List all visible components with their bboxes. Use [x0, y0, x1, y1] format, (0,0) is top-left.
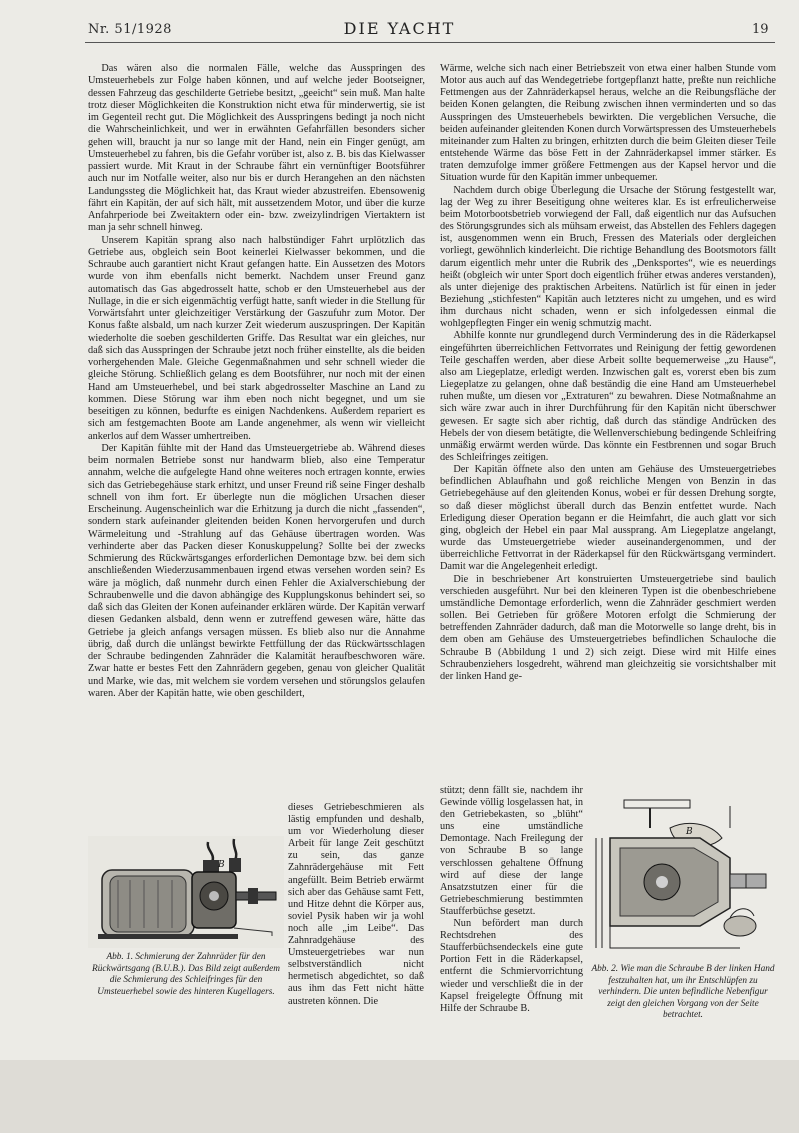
right-column-text [440, 63, 776, 683]
paragraph: Wärme, welche sich nach einer Betriebszeit von etwa einer halben Stunde vom Motor aus auch auf das Wendegetriebe fortgepflanzt hatte, preßte nun reichliche Fettmengen aus der Zahnräderkapsel heraus, welche an die Reibungsfläche der beiden Konen gelangten, die Reibung zwischen ihnen verminderten und so das Ausspringen des Umsteuerhebels bewirkten. Die vergeblichen Versuche, die beiden aufeinander gleitenden Konen durch Vorwärtspressen des Umsteuerhebels miteinander zum Halten zu bringen, erhitzten durch die beim Gleiten dieser Teile entstehende Wärme das böse Fett in der Zahnräderkapsel immer stärker. Es traten demzufolge immer größere Fettmengen aus der Kapsel hervor und die Situation wurde für den Kapitän immer unbequemer. [440, 63, 776, 184]
figure-2-label-b: B [686, 827, 693, 837]
figure-1-label-b: B [218, 860, 225, 870]
page-bottom-margin [0, 1060, 799, 1133]
right-wrap-text [440, 785, 583, 1015]
page-number: 19 [752, 22, 769, 37]
paragraph: Nachdem durch obige Überlegung die Ursache der Störung festgestellt war, lag der Weg zu ihrer Beseitigung ohne weiteres klar. Es ist erfreulicherweise beim Motorbootsbetrieb vorwiegend der Fall, daß eigentlich nur das Aufsuchen des Störungsgrundes sich als mühsam erweist, das Abstellen des Fehlers dagegen ist, ausgenommen wenn ein Bruch, Fressen des Materials oder dergleichen vorliegt, gewöhnlich kinderleicht. Die richtige Behandlung des Bootsmotors fällt darum eigentlich mehr unter die Rubrik des „Denksportes“, wie es neuerdings heißt (obgleich wir unter Sport doch eigentlich früher etwas anderes verstanden), als unter diejenige des praktischen Arbeitens. Natürlich ist für einen in jeder Beziehung „stichfesten“ Kapitän auch letzteres nicht zu umgehen, und es wird ihm durchaus nicht schaden, wenn er sich infolgedessen einmal die wohlgepflegten Finger ein wenig schmutzig macht. [440, 184, 776, 330]
figure-1-gear-lubrication [88, 836, 284, 948]
paragraph: Der Kapitän fühlte mit der Hand das Umsteuergetriebe ab. Während dieses beim normalen Betriebe sonst nur handwarm blieb, also eine Temperatur annahm, welche die aufgelegte Hand ohne weiteres noch ertragen konnte, erwies sich das Getriebegehäuse stark erhitzt, und unser Freund riß seine Finger deshalb schnell von ihm fort. Er überlegte nun die möglichen Ursachen dieser Erscheinung. Augenscheinlich war die Erhitzung ja durch die nicht „fassenden“, sondern stark aufeinander gleitenden beiden Konen hervorgerufen und durch Wärmeleitung und -Strahlung auf das Gehäuse übertragen worden. Was verhinderte aber das Packen dieser Konuskuppelung? Sollte bei der zwecks Schmierung des Rückwärtsganges erforderlichen Demontage bzw. bei dem sich anschließenden Wiederzusammenbauen irgend etwas versehen worden sein? Es wäre ja möglich, daß nunmehr durch einen Fehler die Axialverschiebung der Schraubenwelle und die davon abhängige des Kupplungskonus behindert sei, so daß sich das Gleiten der Konen aufeinander erklären würde. Der Kapitän verwarf diesen Gedanken alsbald, denn wenn er zutreffend gewesen wäre, hätte das Getriebe ja gleich anfangs versagen müssen. Es blieb also nur die Annahme übrig, daß durch die unlängst bewirkte Fettfüllung der das Rückwärtsschlagen der Schraube bedingenden Zahnräder die Kalamität heraufbeschworen wäre. Zwar hatte er bestes Fett den Zahnrädern gegeben, genau von gleicher Qualität und Marke, wie das, mit welchem sie vordem versehen und störungslos gelaufen waren. Aber der Kapitän hatte, wie oben geschildert, [88, 442, 425, 699]
left-column-text [88, 63, 425, 700]
paragraph: Der Kapitän öffnete also den unten am Gehäuse des Umsteuergetriebes befindlichen Ablaufhahn und goß reichliche Mengen von Benzin in das Getriebegehäuse auf den gleitenden Konus, wobei er für dessen Drehung sorgte, so daß dieser möglichst überall durch das Benzin entfettet wurde. Nach Erledigung dieser Operation begann er die Heimfahrt, die auch glatt vor sich ging, obgleich der Hebel ein paar Mal aussprang. Am Liegeplatze angelangt, wurde das Umsteuergetriebe wieder auseinandergenommen, und der überreichliche Fettvorrat in der Räderkapsel für den Rückwärtsgang vermindert. Damit war die Angelegenheit erledigt. [440, 464, 776, 573]
figure-2-caption: Abb. 2. Wie man die Schraube B der linken Hand festzuhalten hat, um ihr Entschlüpfen zu verhindern. Die unten befindliche Nebenfigur zeigt den gleichen Vorgang von der Seite betrachtet. [591, 964, 775, 1020]
paragraph: dieses Getriebeschmieren als lästig empfunden und deshalb, um vor Wiederholung dieser Arbeit für lange Zeit geschützt zu sein, das ganze Zahnrädergehäuse mit Fett angefüllt. Beim Betrieb erwärmt sich aber das Gehäuse samt Fett, und Hitze dehnt die Körper aus, soviel Pysik haben wir ja wohl noch alle „im Leibe“. Das Zahnradgehäuse des Umsteuergetriebes war nun selbstverständlich nicht hermetisch abgedichtet, so daß aus ihm das Fett nicht hätte austreten können. Die [288, 802, 424, 1007]
figure-2-hand-holding-screw [590, 798, 776, 956]
header-rule [85, 42, 775, 43]
magazine-title: DIE YACHT [343, 19, 456, 38]
gearbox-hand-illustration [590, 798, 776, 956]
paragraph: stützt; denn fällt sie, nachdem ihr Gewinde völlig losgelassen hat, in den Getriebekasten, so „blüht“ uns eine umständliche Demontage. Nach Freilegung der von Schraube B so lange verschlossen gehaltene Öffnung wird auf diese der lange Ansatzstutzen einer für die Getriebeschmierung bestimmten Staufferbüchse gesetzt. [440, 785, 583, 917]
paragraph: Unserem Kapitän sprang also nach halbstündiger Fahrt urplötzlich das Getriebe aus, obgleich sein Boot keinerlei Kielwasser bekommen, und die Schraube auch garantiert nicht Kraut gefangen hatte. Ein Aussetzen des Motors wurde von ihm ebenfalls nicht bemerkt. Nachdem unser Freund ganz automatisch das Gas abgedrosselt hatte, schob er den Umsteuerhebel aus der Nullage, in die er sich eigenmächtig verfügt hatte, sanft wieder in die Stellung für Vorwärtsfahrt unter gleichzeitiger Verstärkung der Gaszufuhr zum Motor. Der Konus faßte alsbald, um nach kurzer Zeit wiederum auszuspringen. Der Kapitän wiederholte die soeben geschilderten Griffe. Das Resultat war ein gleiches, nur daß sich das Ausspringen der Schraube jetzt noch früher einstellte, als die beiden vorhergehenden Male. Gleiche Gegenmaßnahmen und sehr schnell wieder die gleiche Störung. Schließlich gelang es dem Bootsführer, nur noch mit der einen Hand am Umsteuerhebel, und bei stark abgedrosselter Maschine an Land zu kommen. Diese Störung war ihm eben noch nicht begegnet, und um sie beseitigen zu können, bedurfte es einigen Nachdenkens. Außerdem repariert es sich am festgemachten Boote am Lande angenehmer, als wenn wir vielleicht ankerlos auf dem Wasser umhertreiben. [88, 234, 425, 442]
paragraph: Die in beschriebener Art konstruierten Umsteuergetriebe sind baulich verschieden ausgeführt. Nur bei den kleineren Typen ist die obenbeschriebene umständliche Demontage erforderlich, wenn die Zahnräder geschmiert werden sollen. Bei Getrieben für größere Motoren erfolgt die Schmierung der betreffenden Zahnräder dadurch, daß man die Motorwelle so lange dreht, bis in dem oben am Gehäuse des Umsteuergetriebes befindlichen Schauloche die Schraube B (Abbildung 1 und 2) sich zeigt. Diese wird mit Hilfe eines Schraubenziehers losgedreht, während man gleichzeitig sie vorsichtshalber mit der linken Hand ge- [440, 573, 776, 682]
paragraph: Abhilfe konnte nur grundlegend durch Verminderung des in die Räderkapsel eingeführten überreichlichen Fettvorrates und Reinigung der fettig gewordenen Teile geschaffen werden, aber diese Arbeit sollte bequemerweise „zu Hause“, also am Liegeplatze, erledigt werden. Inzwischen galt es, vorerst eben bis zum Liegeplatze zu gelangen, ohne daß beständig die eine Hand am Umsteuerhebel ruhen mußte, um diesen vor „Extraturen“ zu bewahren. Diese Notmaßnahme an sich wäre zwar auch in ihrer Durchführung für den Kapitän nicht überschwer gewesen. Er sagte sich aber richtig, daß durch das ständige Andrücken des Hebels der von diesem betätigte, die Wellenverschiebung bedingende Schleifring unmäßig erwärmt werden würde. Das könnte ein Festbrennen und sogar Bruch des Schleifringes zeitigen. [440, 330, 776, 463]
left-wrap-text [288, 802, 424, 1008]
engine-gearbox-illustration [88, 836, 284, 948]
paragraph: Das wären also die normalen Fälle, welche das Ausspringen des Umsteuerhebels zur Folge haben können, und auf welche jeder Bootseigner, dessen Fahrzeug das geschilderte Getriebe besitzt, „geeicht“ sein muß. Man halte trotz dieser Möglichkeiten die Konstruktion nicht etwa für minderwertig, sie ist im Gegenteil recht gut. Die Möglichkeit des Ausspringens bedingt ja noch nicht die Wahrscheinlichkeit, und wer in erwähnten Gefahrfällen besonders sicher gehen will, braucht ja nur so lange mit der Hand, nein ein Finger genügt, am Umsteuerhebel zu fahren, bis die Gefahr vorüber ist, also z. B. bis das Kielwasser passiert wurde. Mit Kraut in der Schraube fährt ein vernünftiger Bootsführer auch nur im Notfalle weiter, also nur bis er durch Herangehen an den nächsten Landungssteg die Möglichkeit hat, das Kraut wieder abzustreifen. Ebensowenig fährt ein Kapitän, der auf sich hält, mit aussetzendem Motor, und über die kurze Anfahrperiode bei Zweitaktern oder ein- bzw. zweizylindrigen Viertaktern ist man ja sehr schnell hinweg. [88, 63, 425, 234]
issue-number: Nr. 51/1928 [88, 22, 172, 37]
paragraph: Nun befördert man durch Rechtsdrehen des Staufferbüchsendeckels eine gute Portion Fett in die Räderkapsel, entfernt die Schmiervorrichtung wieder und verschließt die in der Kapsel freigelegte Öffnung mit Hilfe der Schraube B. [440, 918, 583, 1014]
figure-1-caption: Abb. 1. Schmierung der Zahnräder für den Rückwärtsgang (B.U.B.). Das Bild zeigt außerdem die Schmierung des Schleifringes für den Umsteuerhebel sowie des hinteren Kugellagers. [92, 952, 280, 997]
